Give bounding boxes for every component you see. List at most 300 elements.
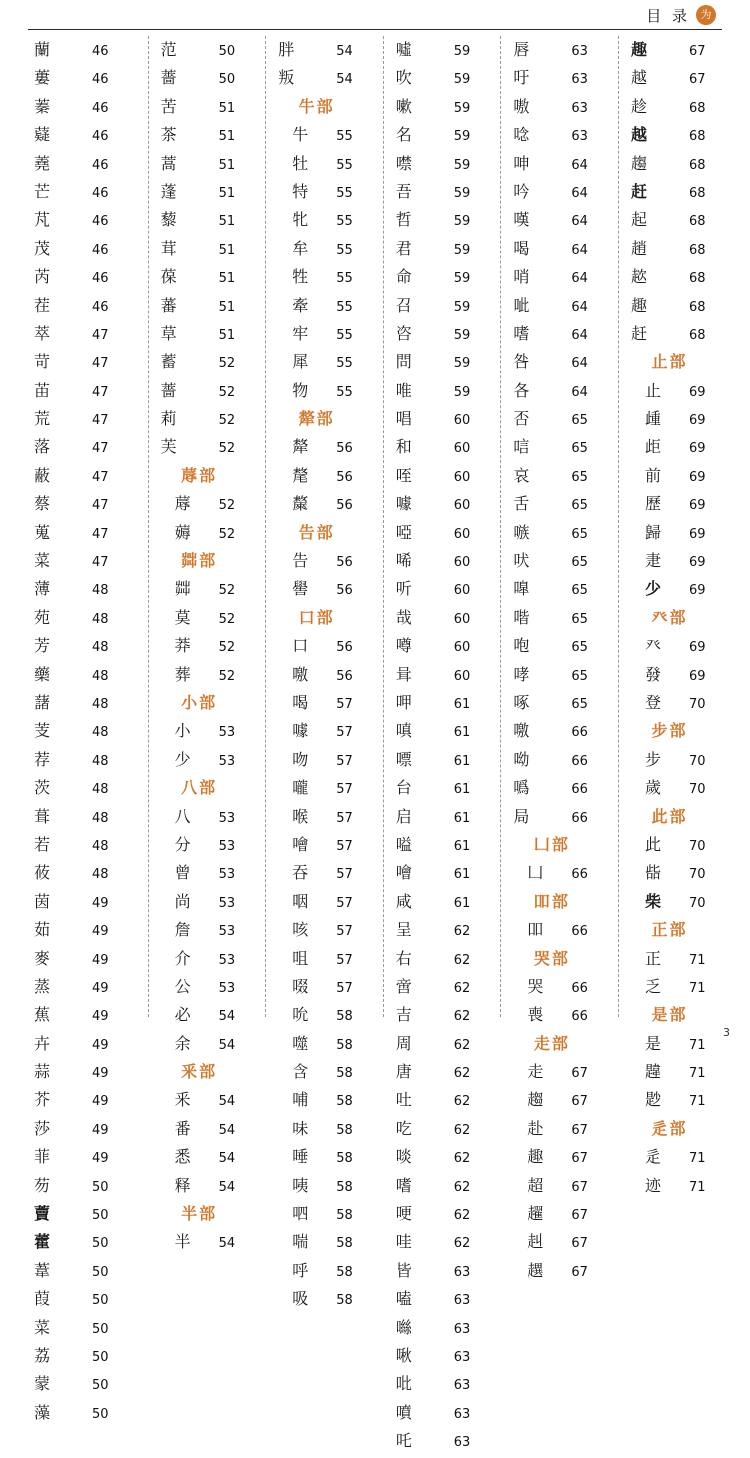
index-entry[interactable] [278, 831, 371, 859]
index-entry[interactable] [513, 292, 606, 320]
index-entry[interactable] [513, 36, 606, 64]
index-entry[interactable] [631, 859, 724, 887]
index-entry[interactable] [513, 490, 606, 518]
index-entry[interactable] [34, 1342, 136, 1370]
index-entry[interactable] [631, 462, 724, 490]
index-entry[interactable] [396, 348, 489, 376]
index-entry[interactable] [161, 973, 254, 1001]
index-entry[interactable] [396, 64, 489, 92]
index-entry[interactable] [34, 661, 136, 689]
index-entry[interactable] [513, 320, 606, 348]
index-entry[interactable] [513, 121, 606, 149]
index-entry[interactable] [34, 377, 136, 405]
index-entry[interactable] [396, 831, 489, 859]
index-entry[interactable] [34, 1086, 136, 1114]
index-entry[interactable] [396, 433, 489, 461]
entry-page-number: 71 [688, 1066, 706, 1082]
index-entry[interactable] [396, 547, 489, 575]
entry-character: 牽 [292, 295, 310, 315]
index-entry[interactable] [34, 604, 136, 632]
index-entry[interactable] [631, 746, 724, 774]
index-entry[interactable] [278, 1058, 371, 1086]
index-entry[interactable] [396, 1058, 489, 1086]
index-entry[interactable] [513, 604, 606, 632]
index-entry[interactable] [631, 661, 724, 689]
index-entry[interactable] [396, 462, 489, 490]
index-entry[interactable] [513, 547, 606, 575]
index-entry[interactable] [34, 1370, 136, 1398]
entry-character: 葬 [174, 664, 192, 684]
index-entry[interactable] [161, 320, 254, 348]
index-entry[interactable] [34, 859, 136, 887]
index-entry[interactable] [396, 1257, 489, 1285]
entry-page-number: 51 [218, 100, 236, 116]
index-entry[interactable] [34, 717, 136, 745]
index-entry[interactable] [396, 93, 489, 121]
index-entry[interactable] [278, 178, 371, 206]
index-entry[interactable] [161, 1115, 254, 1143]
index-entry[interactable] [34, 235, 136, 263]
index-entry[interactable] [34, 945, 136, 973]
index-entry[interactable] [631, 945, 724, 973]
index-entry[interactable] [396, 945, 489, 973]
index-entry[interactable] [34, 1314, 136, 1342]
index-entry[interactable] [631, 292, 724, 320]
index-entry[interactable] [278, 348, 371, 376]
index-entry[interactable] [34, 746, 136, 774]
index-entry[interactable] [34, 348, 136, 376]
index-entry[interactable] [396, 1427, 489, 1455]
index-entry[interactable] [278, 916, 371, 944]
index-entry[interactable] [278, 36, 371, 64]
index-entry[interactable] [278, 1001, 371, 1029]
entry-page-number: 46 [92, 72, 109, 88]
entry-character: 君 [395, 238, 413, 258]
index-entry[interactable] [278, 150, 371, 178]
index-entry[interactable] [513, 1257, 606, 1285]
index-entry[interactable] [396, 803, 489, 831]
entry-page-number: 59 [453, 356, 471, 372]
index-entry[interactable] [631, 178, 724, 206]
index-entry[interactable] [278, 689, 371, 717]
entry-character: 苑 [34, 607, 52, 627]
index-entry[interactable] [396, 774, 489, 802]
index-entry[interactable] [161, 803, 254, 831]
entry-character: 蔞 [34, 68, 52, 88]
entry-character: 蒙 [34, 1374, 52, 1394]
entry-page-number: 55 [336, 299, 353, 315]
index-entry[interactable] [278, 888, 371, 916]
index-entry[interactable] [396, 575, 489, 603]
index-entry[interactable] [396, 1314, 489, 1342]
index-entry[interactable] [396, 1370, 489, 1398]
index-entry[interactable] [161, 206, 254, 234]
radical-section-heading: 小部 [181, 692, 218, 712]
index-entry[interactable] [396, 859, 489, 887]
index-entry[interactable] [278, 661, 371, 689]
index-entry[interactable] [278, 263, 371, 291]
entry-character: 起 [630, 210, 648, 230]
index-entry[interactable] [513, 1086, 606, 1114]
index-entry[interactable] [34, 1172, 136, 1200]
entry-page-number: 53 [218, 924, 236, 940]
entry-character: 歷 [644, 494, 662, 514]
index-entry[interactable] [161, 1001, 254, 1029]
index-entry[interactable] [513, 632, 606, 660]
index-entry[interactable] [34, 1058, 136, 1086]
index-entry[interactable] [278, 292, 371, 320]
index-entry[interactable] [34, 292, 136, 320]
index-entry[interactable] [396, 689, 489, 717]
index-entry[interactable] [161, 150, 254, 178]
index-entry[interactable] [631, 263, 724, 291]
index-entry[interactable] [34, 178, 136, 206]
entry-page-number: 61 [453, 838, 471, 854]
index-entry[interactable] [396, 1172, 489, 1200]
index-entry[interactable] [34, 64, 136, 92]
index-entry[interactable] [161, 519, 254, 547]
index-entry[interactable] [631, 774, 724, 802]
index-entry[interactable] [161, 632, 254, 660]
index-entry[interactable] [396, 36, 489, 64]
index-entry[interactable] [513, 206, 606, 234]
index-entry[interactable] [34, 519, 136, 547]
index-entry[interactable] [513, 263, 606, 291]
index-entry[interactable] [631, 235, 724, 263]
index-entry[interactable] [631, 64, 724, 92]
index-entry[interactable] [631, 547, 724, 575]
index-entry[interactable] [34, 93, 136, 121]
index-entry[interactable] [34, 405, 136, 433]
index-entry[interactable] [161, 64, 254, 92]
index-entry[interactable] [513, 1058, 606, 1086]
index-entry[interactable] [161, 575, 254, 603]
index-entry[interactable] [161, 916, 254, 944]
index-entry[interactable] [161, 348, 254, 376]
index-entry[interactable] [161, 661, 254, 689]
index-entry[interactable] [278, 717, 371, 745]
entry-page-number: 49 [92, 1151, 109, 1167]
index-entry[interactable] [278, 973, 371, 1001]
entry-page-number: 59 [453, 299, 471, 315]
entry-character: 芰 [34, 721, 52, 741]
index-entry[interactable] [34, 1030, 136, 1058]
index-entry[interactable] [161, 604, 254, 632]
index-entry[interactable] [396, 206, 489, 234]
entry-page-number: 62 [453, 924, 471, 940]
index-entry[interactable] [631, 1086, 724, 1114]
index-entry[interactable] [34, 320, 136, 348]
index-entry[interactable] [513, 973, 606, 1001]
index-entry[interactable] [631, 150, 724, 178]
index-entry[interactable] [278, 1172, 371, 1200]
entry-page-number: 62 [453, 1094, 471, 1110]
index-entry[interactable] [278, 945, 371, 973]
entry-page-number: 51 [218, 185, 236, 201]
index-entry[interactable] [513, 1172, 606, 1200]
index-entry[interactable] [278, 746, 371, 774]
index-entry[interactable] [278, 774, 371, 802]
index-entry[interactable] [396, 717, 489, 745]
index-entry[interactable] [34, 1115, 136, 1143]
index-entry[interactable] [396, 235, 489, 263]
index-entry[interactable] [278, 1086, 371, 1114]
index-entry[interactable] [278, 462, 371, 490]
index-entry[interactable] [631, 405, 724, 433]
index-entry[interactable] [396, 377, 489, 405]
index-entry[interactable] [34, 462, 136, 490]
index-entry[interactable] [161, 433, 254, 461]
index-entry[interactable] [513, 433, 606, 461]
index-entry[interactable] [34, 1001, 136, 1029]
index-entry[interactable] [631, 519, 724, 547]
index-entry[interactable] [34, 632, 136, 660]
index-entry[interactable] [513, 1115, 606, 1143]
index-entry[interactable] [161, 490, 254, 518]
index-entry[interactable] [34, 1143, 136, 1171]
index-entry[interactable] [161, 377, 254, 405]
index-entry[interactable] [513, 93, 606, 121]
index-entry[interactable] [396, 604, 489, 632]
entry-character: 公 [174, 976, 192, 996]
index-entry[interactable] [278, 1257, 371, 1285]
index-entry[interactable] [396, 263, 489, 291]
index-entry[interactable] [396, 405, 489, 433]
index-entry[interactable] [161, 235, 254, 263]
index-entry[interactable] [161, 1228, 254, 1256]
index-entry[interactable] [34, 888, 136, 916]
index-entry[interactable] [34, 433, 136, 461]
index-entry[interactable] [396, 632, 489, 660]
index-entry[interactable] [631, 1058, 724, 1086]
index-entry[interactable] [34, 1399, 136, 1427]
index-entry[interactable] [631, 575, 724, 603]
index-entry[interactable] [34, 36, 136, 64]
index-entry[interactable] [513, 462, 606, 490]
index-entry[interactable] [278, 632, 371, 660]
index-entry[interactable] [161, 405, 254, 433]
index-entry[interactable] [278, 490, 371, 518]
index-entry[interactable] [513, 774, 606, 802]
index-entry[interactable] [513, 405, 606, 433]
index-entry[interactable] [278, 320, 371, 348]
index-entry[interactable] [631, 689, 724, 717]
index-entry[interactable] [396, 1143, 489, 1171]
entry-page-number: 49 [92, 1009, 109, 1025]
index-entry[interactable] [34, 206, 136, 234]
index-entry[interactable] [161, 859, 254, 887]
entry-character: 呈 [395, 920, 413, 940]
index-entry[interactable] [631, 973, 724, 1001]
index-entry[interactable] [34, 803, 136, 831]
index-entry[interactable] [34, 916, 136, 944]
index-entry[interactable] [396, 1086, 489, 1114]
index-entry[interactable] [34, 263, 136, 291]
entry-page-number: 50 [92, 1406, 109, 1422]
entry-character: 茸 [160, 238, 178, 258]
index-entry[interactable] [278, 1285, 371, 1313]
index-entry[interactable] [34, 547, 136, 575]
index-entry[interactable] [161, 888, 254, 916]
index-entry[interactable] [396, 1115, 489, 1143]
index-entry[interactable] [278, 859, 371, 887]
index-entry[interactable] [278, 1200, 371, 1228]
index-entry[interactable] [34, 1228, 136, 1256]
entry-character: 咥 [395, 465, 413, 485]
index-entry[interactable] [396, 1285, 489, 1313]
index-entry[interactable] [34, 1200, 136, 1228]
entry-character: 走 [527, 1062, 545, 1082]
entry-page-number: 55 [336, 271, 353, 287]
index-entry[interactable] [396, 916, 489, 944]
index-entry[interactable] [34, 1285, 136, 1313]
entry-page-number: 71 [688, 1037, 706, 1053]
index-entry[interactable] [161, 717, 254, 745]
entry-character: 趣 [630, 295, 648, 315]
index-entry[interactable] [513, 235, 606, 263]
index-entry[interactable] [513, 519, 606, 547]
index-entry[interactable] [278, 377, 371, 405]
index-entry[interactable] [161, 292, 254, 320]
index-entry[interactable] [278, 206, 371, 234]
index-entry[interactable] [278, 1143, 371, 1171]
index-entry[interactable] [34, 973, 136, 1001]
entry-page-number: 55 [336, 327, 353, 343]
index-entry[interactable] [278, 1030, 371, 1058]
index-entry[interactable] [513, 377, 606, 405]
index-entry[interactable] [278, 1115, 371, 1143]
index-entry[interactable] [631, 490, 724, 518]
index-entry[interactable] [631, 93, 724, 121]
index-entry[interactable] [278, 547, 371, 575]
index-entry[interactable] [513, 746, 606, 774]
index-entry[interactable] [631, 377, 724, 405]
index-entry[interactable] [34, 1257, 136, 1285]
index-entry[interactable] [631, 1030, 724, 1058]
entry-character: 哀 [513, 465, 531, 485]
index-entry[interactable] [396, 1200, 489, 1228]
index-entry[interactable] [278, 803, 371, 831]
index-entry[interactable] [396, 178, 489, 206]
index-entry[interactable] [513, 1200, 606, 1228]
index-entry[interactable] [34, 575, 136, 603]
index-entry[interactable] [513, 178, 606, 206]
index-entry[interactable] [396, 1228, 489, 1256]
index-entry[interactable] [161, 945, 254, 973]
index-entry[interactable] [34, 774, 136, 802]
index-entry[interactable] [513, 661, 606, 689]
index-entry[interactable] [513, 859, 606, 887]
index-entry[interactable] [396, 519, 489, 547]
index-entry[interactable] [631, 632, 724, 660]
index-entry[interactable] [34, 121, 136, 149]
index-entry[interactable] [396, 973, 489, 1001]
index-entry[interactable] [161, 36, 254, 64]
entry-character: 止 [644, 380, 662, 400]
index-entry[interactable] [396, 292, 489, 320]
entry-page-number: 62 [453, 1009, 471, 1025]
index-entry[interactable] [161, 263, 254, 291]
index-entry[interactable] [396, 1001, 489, 1029]
index-entry[interactable] [278, 121, 371, 149]
index-entry[interactable] [513, 1228, 606, 1256]
index-entry[interactable] [631, 36, 724, 64]
index-entry[interactable] [396, 490, 489, 518]
index-entry[interactable] [161, 746, 254, 774]
index-entry[interactable] [396, 1342, 489, 1370]
index-entry[interactable] [278, 1228, 371, 1256]
entry-character: 周 [395, 1033, 413, 1053]
index-entry[interactable] [513, 1001, 606, 1029]
index-entry[interactable] [513, 717, 606, 745]
index-entry[interactable] [161, 121, 254, 149]
entry-character: 蓬 [160, 181, 178, 201]
index-entry[interactable] [161, 1143, 254, 1171]
index-entry[interactable] [34, 689, 136, 717]
index-entry[interactable] [396, 150, 489, 178]
index-entry[interactable] [513, 150, 606, 178]
entry-character: 噲 [292, 834, 310, 854]
index-entry[interactable] [278, 235, 371, 263]
entry-character: 苖 [34, 380, 52, 400]
index-entry[interactable] [161, 1030, 254, 1058]
index-entry[interactable] [161, 1172, 254, 1200]
index-entry[interactable] [278, 575, 371, 603]
index-entry[interactable] [161, 93, 254, 121]
index-entry[interactable] [396, 121, 489, 149]
index-entry[interactable] [631, 433, 724, 461]
index-entry[interactable] [396, 888, 489, 916]
index-entry[interactable] [34, 150, 136, 178]
index-entry[interactable] [513, 64, 606, 92]
index-entry[interactable] [631, 121, 724, 149]
index-entry[interactable] [161, 1086, 254, 1114]
index-entry[interactable] [278, 64, 371, 92]
index-entry[interactable] [631, 831, 724, 859]
index-entry[interactable] [161, 178, 254, 206]
index-entry[interactable] [631, 1172, 724, 1200]
index-entry[interactable] [34, 831, 136, 859]
index-entry[interactable] [278, 433, 371, 461]
index-entry[interactable] [631, 1143, 724, 1171]
entry-character: 呦 [513, 749, 531, 769]
index-entry[interactable] [396, 1399, 489, 1427]
entry-character: 噅 [513, 778, 531, 798]
index-entry[interactable] [631, 206, 724, 234]
index-entry[interactable] [34, 490, 136, 518]
index-entry[interactable] [513, 803, 606, 831]
entry-character: 噓 [395, 40, 413, 59]
entry-character: 登 [644, 692, 662, 712]
index-entry[interactable] [513, 916, 606, 944]
index-entry[interactable] [396, 320, 489, 348]
index-entry[interactable] [513, 575, 606, 603]
index-entry[interactable] [396, 1030, 489, 1058]
entry-page-number: 53 [218, 895, 236, 911]
index-entry[interactable] [631, 320, 724, 348]
index-entry[interactable] [513, 689, 606, 717]
index-entry[interactable] [161, 831, 254, 859]
index-entry[interactable] [631, 888, 724, 916]
index-entry[interactable] [513, 348, 606, 376]
entry-character: 芙 [160, 437, 178, 457]
index-entry[interactable] [513, 1143, 606, 1171]
entry-character: 哉 [395, 607, 413, 627]
index-entry[interactable] [396, 746, 489, 774]
entry-character: 口 [292, 636, 310, 656]
entry-page-number: 57 [336, 810, 353, 826]
index-entry[interactable] [396, 661, 489, 689]
